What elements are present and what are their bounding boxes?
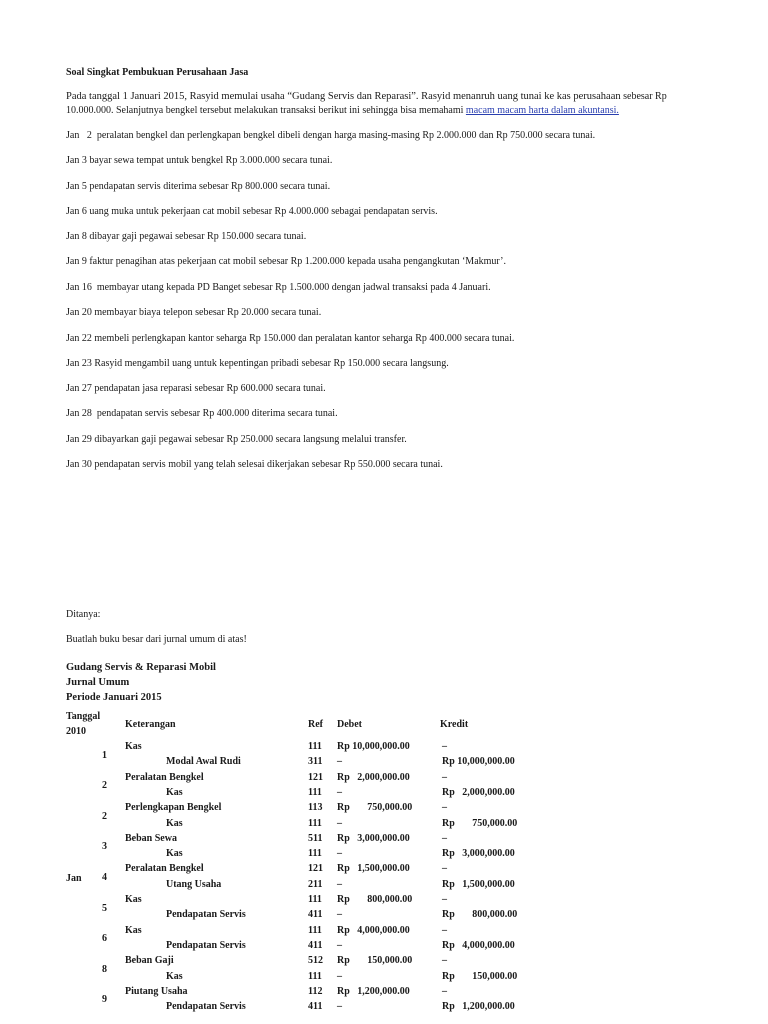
credit-amount: Rp 750,000.00 xyxy=(442,817,518,829)
credit-account: Utang Usaha xyxy=(166,878,222,890)
transaction-line: Jan 29 dibayarkan gaji pegawai sebesar Rp 250.000 secara langsung melalui transfer. xyxy=(66,434,407,445)
credit-account: Pendapatan Servis xyxy=(166,909,246,921)
debit-account: Beban Sewa xyxy=(125,832,177,844)
credit-debit-dash: – xyxy=(337,1001,342,1013)
entry-day: 1 xyxy=(102,749,107,761)
credit-debit-dash: – xyxy=(337,848,342,860)
debit-account: Perlengkapan Bengkel xyxy=(125,802,222,814)
transaction-line: Jan 6 uang muka untuk pekerjaan cat mobil sebesar Rp 4.000.000 sebagai pendapatan servis. xyxy=(66,206,438,217)
credit-debit-dash: – xyxy=(337,878,342,890)
credit-debit-dash: – xyxy=(337,756,342,768)
harta-link[interactable]: macam macam harta dalam akuntansi. xyxy=(465,105,619,116)
debit-ref: 112 xyxy=(308,985,323,997)
question-text: Buatlah buku besar dari jurnal umum di atas! xyxy=(66,634,247,645)
debit-ref: 113 xyxy=(308,802,323,814)
credit-account: Kas xyxy=(166,817,183,829)
credit-account: Pendapatan Servis xyxy=(166,939,246,951)
debit-ref: 111 xyxy=(308,924,322,936)
transaction-line: Jan 30 pendapatan servis mobil yang telah selesai dikerjakan sebesar Rp 550.000 secara tunai. xyxy=(66,459,443,470)
intro-text-2: sebesar Rp 10.000.000. Selanjutnya bengkel tersebut melakukan transaksi berikut ini sehingga bisa memahami xyxy=(66,91,667,116)
entry-day: 6 xyxy=(102,933,107,945)
debit-ref: 512 xyxy=(308,955,323,967)
transaction-line: Jan 22 membeli perlengkapan kantor seharga Rp 150.000 dan peralatan kantor seharga Rp 400.000 secara tunai. xyxy=(66,333,515,344)
debit-credit-dash: – xyxy=(442,741,447,752)
intro-text-1: Pada tanggal 1 Januari 2015, Rasyid memulai usaha “Gudang Servis dan Reparasi”. Rasyid menanruh uang tunai ke kas perusahaan xyxy=(66,91,621,102)
transaction-line: Jan 5 pendapatan servis diterima sebesar Rp 800.000 secara tunai. xyxy=(66,181,331,192)
transaction-line: Jan 27 pendapatan jasa reparasi sebesar Rp 600.000 secara tunai. xyxy=(66,383,326,394)
debit-amount: Rp 1,200,000.00 xyxy=(337,985,410,997)
credit-ref: 411 xyxy=(308,939,323,951)
debit-credit-dash: – xyxy=(442,832,447,844)
credit-ref: 111 xyxy=(308,786,322,798)
debit-account: Piutang Usaha xyxy=(125,985,188,997)
credit-ref: 311 xyxy=(308,756,323,768)
credit-ref: 411 xyxy=(308,1001,323,1013)
transaction-line: Jan 28 pendapatan servis sebesar Rp 400.000 diterima secara tunai. xyxy=(66,408,338,419)
credit-amount: Rp 150,000.00 xyxy=(442,970,518,982)
credit-account: Kas xyxy=(166,786,183,798)
credit-amount: Rp 10,000,000.00 xyxy=(442,756,515,768)
debit-ref: 111 xyxy=(308,741,322,752)
journal-period: Periode Januari 2015 xyxy=(66,692,162,703)
credit-account: Pendapatan Servis xyxy=(166,1001,246,1013)
transaction-line: Jan 2 peralatan bengkel dan perlengkapan bengkel dibeli dengan harga masing-masing Rp 2.000.000 dan Rp 750.000 secara tunai. xyxy=(66,130,596,141)
debit-credit-dash: – xyxy=(442,894,447,905)
credit-ref: 211 xyxy=(308,878,323,890)
debit-amount: Rp 2,000,000.00 xyxy=(337,771,410,783)
debit-account: Kas xyxy=(125,894,142,905)
transaction-line: Jan 9 faktur penagihan atas pekerjaan cat mobil sebesar Rp 1.200.000 kepada usaha pengangkutan ‘Makmur’. xyxy=(66,256,506,267)
debit-credit-dash: – xyxy=(442,955,447,967)
debit-credit-dash: – xyxy=(442,863,447,875)
entry-day: 8 xyxy=(102,963,107,975)
question-label: Ditanya: xyxy=(66,609,101,620)
credit-amount: Rp 1,200,000.00 xyxy=(442,1001,515,1013)
debit-account: Peralatan Bengkel xyxy=(125,771,204,783)
debit-credit-dash: – xyxy=(442,985,447,997)
entry-day: 2 xyxy=(102,810,107,822)
intro-paragraph xyxy=(66,90,706,118)
journal-name: Jurnal Umum xyxy=(66,677,130,688)
credit-amount: Rp 3,000,000.00 xyxy=(442,848,515,860)
transaction-line: Jan 16 membayar utang kepada PD Banget sebesar Rp 1.500.000 dengan jadwal transaksi pada 4 Januari. xyxy=(66,282,491,293)
debit-amount: Rp 3,000,000.00 xyxy=(337,832,410,844)
entry-day: 2 xyxy=(102,780,107,792)
credit-debit-dash: – xyxy=(337,786,342,798)
credit-account: Modal Awal Rudi xyxy=(166,756,241,768)
entry-day: 9 xyxy=(102,994,107,1006)
entry-day: 5 xyxy=(102,902,107,914)
header-year: 2010 xyxy=(66,726,86,737)
header-ref: Ref xyxy=(308,719,323,730)
credit-account: Kas xyxy=(166,970,183,982)
header-tanggal: Tanggal xyxy=(66,711,101,722)
debit-credit-dash: – xyxy=(442,771,447,783)
debit-amount: Rp 1,500,000.00 xyxy=(337,863,410,875)
debit-amount: Rp 750,000.00 xyxy=(337,802,413,814)
transaction-line: Jan 20 membayar biaya telepon sebesar Rp 20.000 secara tunai. xyxy=(66,307,322,318)
journal-company: Gudang Servis & Reparasi Mobil xyxy=(66,662,216,673)
credit-amount: Rp 2,000,000.00 xyxy=(442,786,515,798)
transaction-line: Jan 8 dibayar gaji pegawai sebesar Rp 150.000 secara tunai. xyxy=(66,231,307,242)
page-title: Soal Singkat Pembukuan Perusahaan Jasa xyxy=(66,67,249,78)
credit-ref: 111 xyxy=(308,970,322,982)
credit-amount: Rp 4,000,000.00 xyxy=(442,939,515,951)
debit-ref: 121 xyxy=(308,863,323,875)
entry-day: 3 xyxy=(102,841,107,853)
transaction-line: Jan 23 Rasyid mengambil uang untuk kepentingan pribadi sebesar Rp 150.000 secara langsung. xyxy=(66,358,449,369)
credit-ref: 411 xyxy=(308,909,323,921)
header-debet: Debet xyxy=(337,719,362,730)
credit-amount: Rp 1,500,000.00 xyxy=(442,878,515,890)
header-keterangan: Keterangan xyxy=(125,719,176,730)
debit-amount: Rp 4,000,000.00 xyxy=(337,924,410,936)
debit-amount: Rp 10,000,000.00 xyxy=(337,741,410,752)
debit-amount: Rp 800,000.00 xyxy=(337,894,413,905)
header-kredit: Kredit xyxy=(440,719,469,730)
credit-debit-dash: – xyxy=(337,817,342,829)
debit-ref: 111 xyxy=(308,894,322,905)
credit-account: Kas xyxy=(166,848,183,860)
entry-day: 4 xyxy=(102,872,107,884)
debit-credit-dash: – xyxy=(442,924,447,936)
debit-ref: 511 xyxy=(308,832,323,844)
debit-credit-dash: – xyxy=(442,802,447,814)
debit-ref: 121 xyxy=(308,771,323,783)
debit-account: Kas xyxy=(125,924,142,936)
debit-account: Beban Gaji xyxy=(125,955,174,967)
credit-ref: 111 xyxy=(308,817,322,829)
debit-account: Kas xyxy=(125,741,142,752)
credit-debit-dash: – xyxy=(337,970,342,982)
transaction-line: Jan 3 bayar sewa tempat untuk bengkel Rp 3.000.000 secara tunai. xyxy=(66,155,333,166)
debit-amount: Rp 150,000.00 xyxy=(337,955,413,967)
debit-account: Peralatan Bengkel xyxy=(125,863,204,875)
credit-ref: 111 xyxy=(308,848,322,860)
credit-debit-dash: – xyxy=(337,939,342,951)
credit-debit-dash: – xyxy=(337,909,342,921)
credit-amount: Rp 800,000.00 xyxy=(442,909,518,921)
month-label: Jan xyxy=(66,873,82,884)
